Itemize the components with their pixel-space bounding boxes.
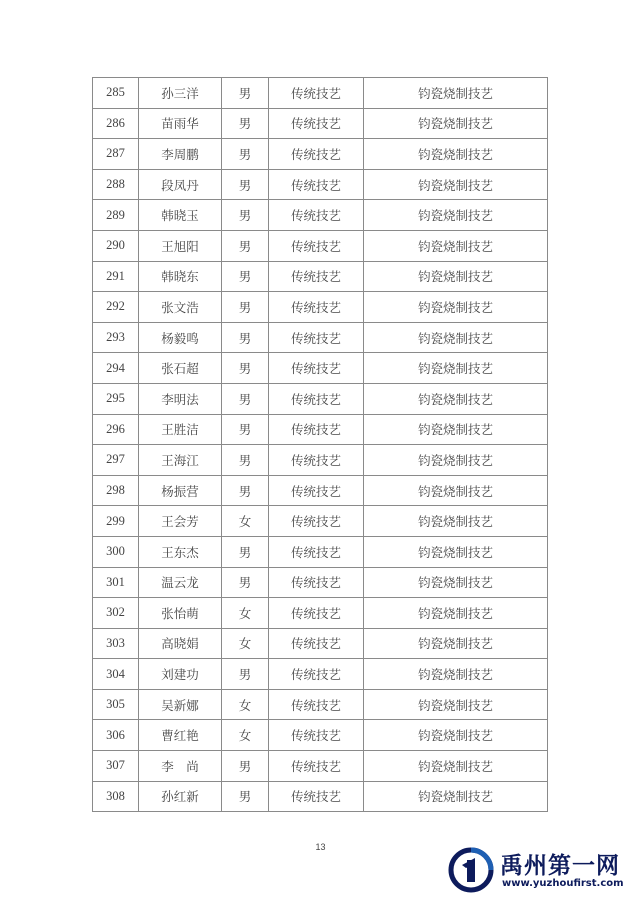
table-row (93, 353, 548, 384)
category-cell: 传统技艺 (269, 536, 364, 567)
skill-cell: 钧瓷烧制技艺 (364, 445, 548, 476)
table-row (93, 169, 548, 200)
category-cell: 传统技艺 (269, 506, 364, 537)
gender-cell: 男 (222, 445, 269, 476)
gender-cell: 男 (222, 414, 269, 445)
gender-cell: 女 (222, 628, 269, 659)
watermark-url: www.yuzhoufirst.com (502, 878, 624, 889)
table-row (93, 261, 548, 292)
table-row (93, 689, 548, 720)
row-number-cell: 290 (93, 230, 139, 261)
name-cell: 段凤丹 (139, 169, 222, 200)
name-cell: 温云龙 (139, 567, 222, 598)
watermark (440, 845, 636, 897)
skill-cell: 钧瓷烧制技艺 (364, 720, 548, 751)
table-row (93, 292, 548, 323)
category-cell: 传统技艺 (269, 659, 364, 690)
gender-cell: 男 (222, 475, 269, 506)
gender-cell: 男 (222, 659, 269, 690)
gender-cell: 男 (222, 353, 269, 384)
category-cell: 传统技艺 (269, 353, 364, 384)
row-number-cell: 285 (93, 78, 139, 109)
row-number-cell: 303 (93, 628, 139, 659)
table-row (93, 230, 548, 261)
category-cell: 传统技艺 (269, 292, 364, 323)
row-number-cell: 293 (93, 322, 139, 353)
category-cell: 传统技艺 (269, 781, 364, 812)
skill-cell: 钧瓷烧制技艺 (364, 230, 548, 261)
name-cell: 孙红新 (139, 781, 222, 812)
gender-cell: 男 (222, 751, 269, 782)
skill-cell: 钧瓷烧制技艺 (364, 475, 548, 506)
row-number-cell: 305 (93, 689, 139, 720)
skill-cell: 钧瓷烧制技艺 (364, 261, 548, 292)
row-number-cell: 295 (93, 383, 139, 414)
gender-cell: 男 (222, 322, 269, 353)
name-cell: 王胜洁 (139, 414, 222, 445)
skill-cell: 钧瓷烧制技艺 (364, 659, 548, 690)
roster-table (92, 77, 548, 812)
name-cell: 韩晓东 (139, 261, 222, 292)
skill-cell: 钧瓷烧制技艺 (364, 628, 548, 659)
skill-cell: 钧瓷烧制技艺 (364, 536, 548, 567)
table-row (93, 781, 548, 812)
category-cell: 传统技艺 (269, 78, 364, 109)
row-number-cell: 302 (93, 598, 139, 629)
name-cell: 李 尚 (139, 751, 222, 782)
row-number-cell: 286 (93, 108, 139, 139)
category-cell: 传统技艺 (269, 475, 364, 506)
name-cell: 李周鹏 (139, 139, 222, 170)
skill-cell: 钧瓷烧制技艺 (364, 322, 548, 353)
gender-cell: 女 (222, 689, 269, 720)
name-cell: 张石超 (139, 353, 222, 384)
table-row (93, 598, 548, 629)
row-number-cell: 308 (93, 781, 139, 812)
table-row (93, 445, 548, 476)
skill-cell: 钧瓷烧制技艺 (364, 139, 548, 170)
page-number: 13 (315, 842, 326, 852)
category-cell: 传统技艺 (269, 445, 364, 476)
gender-cell: 女 (222, 506, 269, 537)
category-cell: 传统技艺 (269, 598, 364, 629)
skill-cell: 钧瓷烧制技艺 (364, 598, 548, 629)
gender-cell: 女 (222, 598, 269, 629)
category-cell: 传统技艺 (269, 383, 364, 414)
name-cell: 张文浩 (139, 292, 222, 323)
table-row (93, 567, 548, 598)
name-cell: 苗雨华 (139, 108, 222, 139)
skill-cell: 钧瓷烧制技艺 (364, 689, 548, 720)
yuzhoufirst-logo-icon (448, 847, 494, 893)
category-cell: 传统技艺 (269, 628, 364, 659)
name-cell: 王会芳 (139, 506, 222, 537)
category-cell: 传统技艺 (269, 567, 364, 598)
category-cell: 传统技艺 (269, 200, 364, 231)
skill-cell: 钧瓷烧制技艺 (364, 169, 548, 200)
row-number-cell: 289 (93, 200, 139, 231)
name-cell: 王海江 (139, 445, 222, 476)
gender-cell: 男 (222, 536, 269, 567)
name-cell: 高晓娟 (139, 628, 222, 659)
table-row (93, 751, 548, 782)
row-number-cell: 296 (93, 414, 139, 445)
row-number-cell: 299 (93, 506, 139, 537)
table-row (93, 659, 548, 690)
roster-table-body (93, 78, 548, 812)
category-cell: 传统技艺 (269, 751, 364, 782)
row-number-cell: 287 (93, 139, 139, 170)
gender-cell: 男 (222, 200, 269, 231)
skill-cell: 钧瓷烧制技艺 (364, 751, 548, 782)
skill-cell: 钧瓷烧制技艺 (364, 78, 548, 109)
skill-cell: 钧瓷烧制技艺 (364, 292, 548, 323)
name-cell: 李明法 (139, 383, 222, 414)
table-row (93, 628, 548, 659)
row-number-cell: 306 (93, 720, 139, 751)
row-number-cell: 300 (93, 536, 139, 567)
name-cell: 曹红艳 (139, 720, 222, 751)
name-cell: 张怡萌 (139, 598, 222, 629)
skill-cell: 钧瓷烧制技艺 (364, 353, 548, 384)
row-number-cell: 301 (93, 567, 139, 598)
skill-cell: 钧瓷烧制技艺 (364, 781, 548, 812)
gender-cell: 男 (222, 292, 269, 323)
watermark-title: 禹州第一网 (500, 853, 620, 879)
gender-cell: 男 (222, 383, 269, 414)
category-cell: 传统技艺 (269, 169, 364, 200)
name-cell: 杨振营 (139, 475, 222, 506)
table-row (93, 200, 548, 231)
row-number-cell: 307 (93, 751, 139, 782)
table-row (93, 139, 548, 170)
gender-cell: 男 (222, 78, 269, 109)
row-number-cell: 297 (93, 445, 139, 476)
name-cell: 韩晓玉 (139, 200, 222, 231)
category-cell: 传统技艺 (269, 108, 364, 139)
gender-cell: 男 (222, 230, 269, 261)
row-number-cell: 298 (93, 475, 139, 506)
table-row (93, 78, 548, 109)
skill-cell: 钧瓷烧制技艺 (364, 200, 548, 231)
skill-cell: 钧瓷烧制技艺 (364, 414, 548, 445)
skill-cell: 钧瓷烧制技艺 (364, 383, 548, 414)
name-cell: 刘建功 (139, 659, 222, 690)
table-row (93, 414, 548, 445)
category-cell: 传统技艺 (269, 261, 364, 292)
gender-cell: 女 (222, 720, 269, 751)
row-number-cell: 304 (93, 659, 139, 690)
category-cell: 传统技艺 (269, 230, 364, 261)
table-row (93, 506, 548, 537)
row-number-cell: 291 (93, 261, 139, 292)
category-cell: 传统技艺 (269, 139, 364, 170)
skill-cell: 钧瓷烧制技艺 (364, 567, 548, 598)
name-cell: 吴新娜 (139, 689, 222, 720)
table-row (93, 536, 548, 567)
gender-cell: 男 (222, 261, 269, 292)
table-row (93, 383, 548, 414)
table-row (93, 322, 548, 353)
skill-cell: 钧瓷烧制技艺 (364, 108, 548, 139)
gender-cell: 男 (222, 781, 269, 812)
skill-cell: 钧瓷烧制技艺 (364, 506, 548, 537)
row-number-cell: 294 (93, 353, 139, 384)
name-cell: 王旭阳 (139, 230, 222, 261)
row-number-cell: 288 (93, 169, 139, 200)
gender-cell: 男 (222, 108, 269, 139)
name-cell: 王东杰 (139, 536, 222, 567)
gender-cell: 男 (222, 169, 269, 200)
gender-cell: 男 (222, 139, 269, 170)
table-row (93, 720, 548, 751)
gender-cell: 男 (222, 567, 269, 598)
row-number-cell: 292 (93, 292, 139, 323)
table-row (93, 108, 548, 139)
name-cell: 孙三洋 (139, 78, 222, 109)
category-cell: 传统技艺 (269, 689, 364, 720)
category-cell: 传统技艺 (269, 720, 364, 751)
category-cell: 传统技艺 (269, 414, 364, 445)
name-cell: 杨毅鸣 (139, 322, 222, 353)
category-cell: 传统技艺 (269, 322, 364, 353)
table-row (93, 475, 548, 506)
